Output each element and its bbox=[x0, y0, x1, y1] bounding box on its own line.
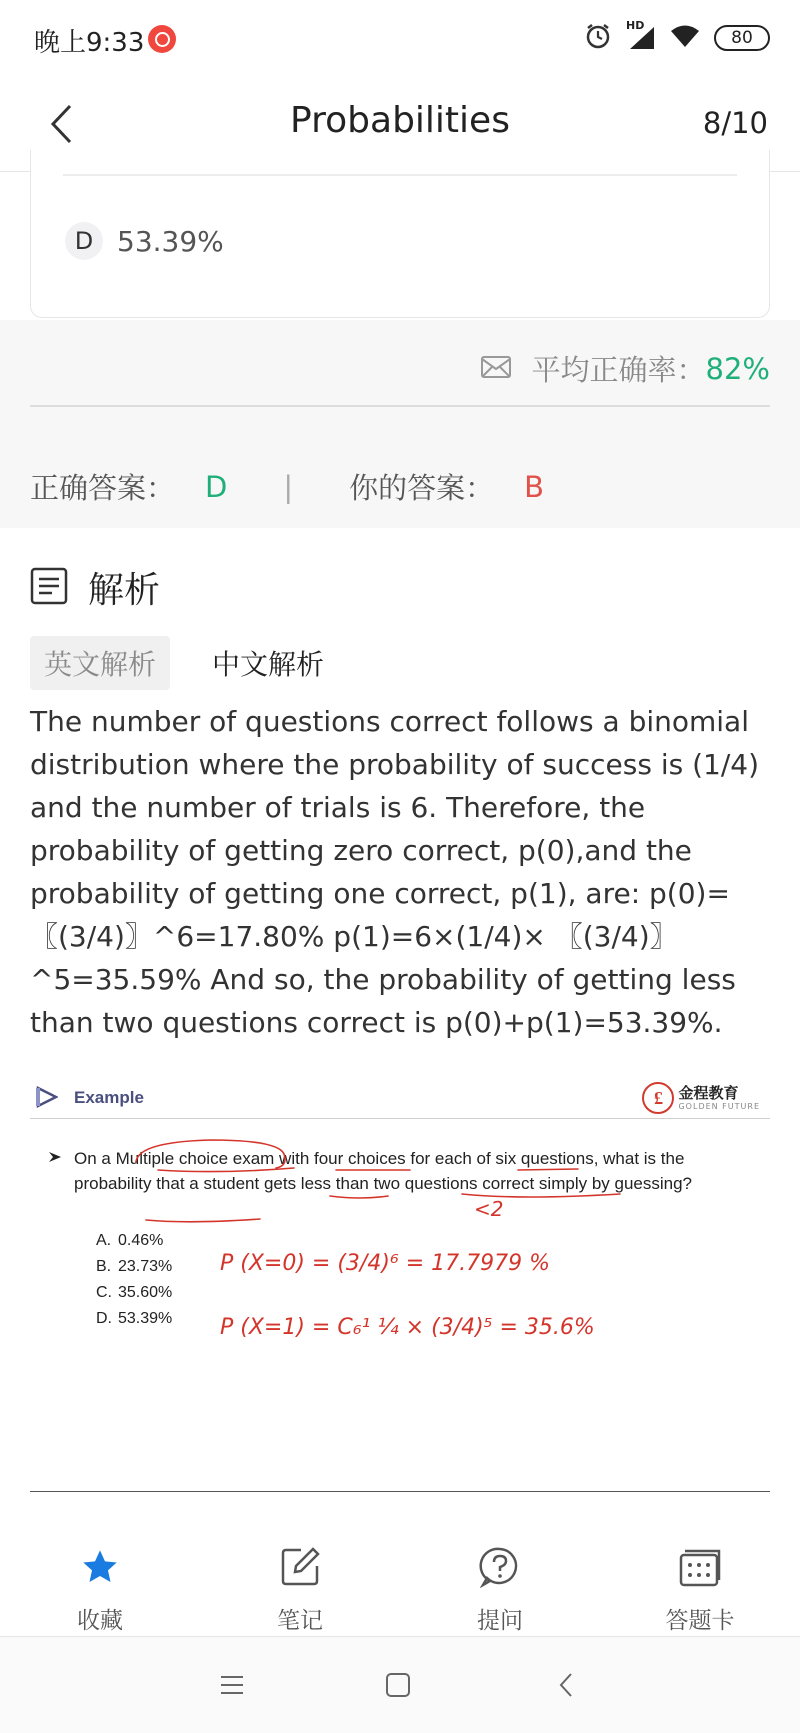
annotation-lt2: <2 bbox=[474, 1197, 504, 1221]
question-counter: 8/10 bbox=[702, 106, 768, 140]
annotation-line-2: P (X=1) = C₆¹ ¼ × (3/4)⁵ = 35.6% bbox=[220, 1315, 595, 1340]
average-accuracy-label: 平均正确率： bbox=[531, 353, 706, 387]
cell-signal-icon bbox=[626, 19, 656, 51]
handwritten-annotations bbox=[30, 1078, 770, 1378]
annotation-line-1: P (X=0) = (3/4)⁶ = 17.7979 % bbox=[220, 1251, 551, 1276]
average-accuracy bbox=[480, 348, 770, 389]
system-navigation-bar bbox=[0, 1637, 800, 1733]
content-end-divider bbox=[30, 1491, 770, 1492]
your-answer-value: B bbox=[524, 469, 545, 504]
answer-row bbox=[30, 466, 544, 507]
stats-divider bbox=[30, 405, 770, 407]
golden-future-logo-icon: £ bbox=[642, 1082, 674, 1114]
page-title: Probabilities bbox=[290, 100, 510, 141]
tab-favorites-label: 收藏 bbox=[77, 1608, 123, 1634]
options-card bbox=[30, 150, 770, 318]
chevron-left-icon bbox=[558, 1672, 574, 1698]
tab-answer-card-label: 答题卡 bbox=[665, 1608, 735, 1634]
option-d[interactable] bbox=[65, 222, 224, 260]
battery-indicator: 80 bbox=[714, 25, 770, 51]
tab-notes[interactable] bbox=[200, 1520, 400, 1638]
document-icon bbox=[30, 567, 68, 609]
tab-ask-label: 提问 bbox=[477, 1608, 523, 1634]
analysis-title: 解析 bbox=[88, 570, 161, 611]
edit-note-icon bbox=[277, 1544, 323, 1590]
menu-button[interactable] bbox=[212, 1665, 252, 1705]
brand-name-cn: 金程教育 bbox=[678, 1084, 739, 1102]
bottom-tab-bar bbox=[0, 1520, 800, 1638]
brand-name-en: GOLDEN FUTURE bbox=[678, 1102, 760, 1111]
example-title: Example bbox=[74, 1088, 144, 1107]
mail-icon[interactable] bbox=[480, 353, 512, 385]
status-time: 晚上9:33 bbox=[34, 28, 145, 58]
example-option: A. 0.46% bbox=[96, 1232, 164, 1249]
option-text: 53.39% bbox=[117, 224, 224, 258]
alarm-icon bbox=[584, 22, 612, 54]
correct-answer-value: D bbox=[205, 469, 228, 504]
tab-english-analysis[interactable]: 英文解析 bbox=[30, 636, 170, 690]
home-square-icon bbox=[385, 1672, 411, 1698]
answer-stats-panel bbox=[0, 320, 800, 528]
answer-separator: | bbox=[283, 469, 294, 504]
average-accuracy-value: 82% bbox=[705, 351, 770, 386]
example-question-text: On a Multiple choice exam with four choices for each of six questions, what is the probability that a student gets less than two questions correct simply by guessing? bbox=[74, 1149, 693, 1193]
example-slide-image bbox=[30, 1078, 770, 1378]
analysis-tabs bbox=[30, 636, 324, 690]
example-option: C. 35.60% bbox=[96, 1284, 173, 1301]
tab-answer-card[interactable] bbox=[600, 1520, 800, 1638]
answer-card-icon bbox=[677, 1544, 723, 1590]
tab-favorites[interactable] bbox=[0, 1520, 200, 1638]
network-type-label: HD bbox=[626, 19, 645, 32]
menu-icon bbox=[220, 1674, 244, 1696]
system-back-button[interactable] bbox=[546, 1665, 586, 1705]
tab-ask[interactable] bbox=[400, 1520, 600, 1638]
question-bubble-icon bbox=[477, 1544, 523, 1590]
tab-notes-label: 笔记 bbox=[277, 1608, 323, 1634]
wifi-icon bbox=[670, 24, 700, 52]
tab-chinese-analysis[interactable]: 中文解析 bbox=[212, 648, 325, 681]
status-icons bbox=[584, 19, 770, 54]
card-divider bbox=[63, 174, 737, 176]
analysis-header bbox=[30, 562, 160, 613]
notification-app-icon bbox=[148, 25, 176, 53]
status-bar bbox=[0, 0, 800, 76]
star-icon bbox=[77, 1544, 123, 1590]
analysis-text: The number of questions correct follows a binomial distribution where the probability of success is (1/4) and the number of trials is 6. Therefore, the probability of getting zero correct, p(0),and the probability of getting one correct, p(1), are: p(0)=〖(3/4)〗^6=17.80% p(1)=6×(1/4)× 〖(3/4)〗^5=35.59% And so, the probability of getting less than two questions correct is p(0)+p(1)=53.39%. bbox=[30, 705, 759, 1039]
correct-answer-label: 正确答案： bbox=[30, 471, 176, 505]
example-option: D. 53.39% bbox=[96, 1310, 173, 1327]
example-option: B. 23.73% bbox=[96, 1258, 173, 1275]
home-button[interactable] bbox=[378, 1665, 418, 1705]
your-answer-label: 你的答案： bbox=[349, 471, 495, 505]
option-letter: D bbox=[65, 222, 103, 260]
